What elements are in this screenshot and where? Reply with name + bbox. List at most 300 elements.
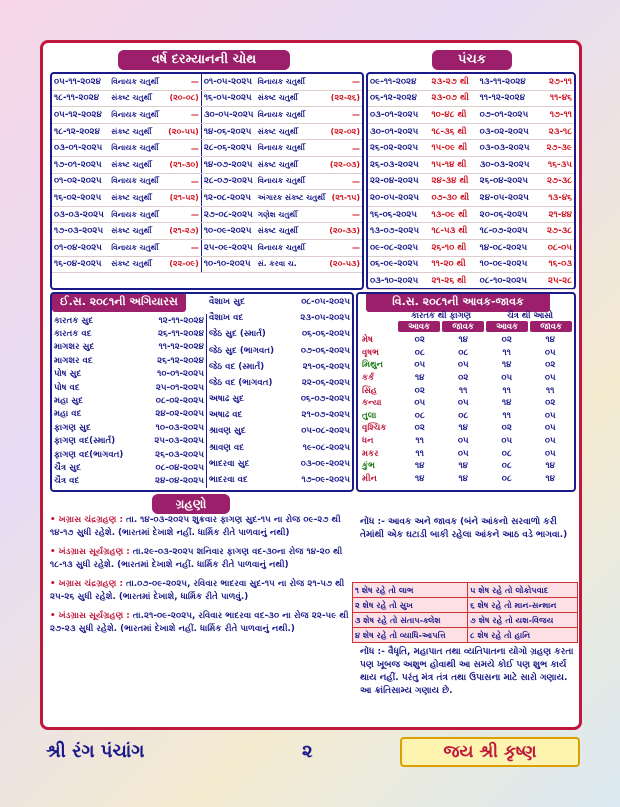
table-row (360, 359, 572, 372)
aavak-value: ૦૫ (544, 410, 556, 421)
panchak-start-date: ૦૬-૦૯-૨૦૨૫ (368, 256, 429, 273)
panchak-start-time: ૨૧-૨૬ થી (429, 273, 477, 290)
aavak-value: ૧૧ (502, 347, 511, 358)
table-row (202, 140, 362, 157)
table-row (353, 598, 578, 613)
chouth-date: ૨૭-૦૮-૨૦૨૫ (202, 206, 256, 223)
chouth-title: વર્ષ દરમ્યાનની ચોથ (118, 50, 290, 70)
chouth-name: સંકષ્ટ ચતુર્થી (109, 123, 164, 140)
chouth-date: ૧૭-૦૧-૨૦૨૫ (52, 156, 109, 173)
aavak-value: ૦૫ (544, 448, 556, 459)
panchak-end-time: ૨૩-૧૮ (540, 123, 574, 140)
col-in-2: આવક (486, 321, 528, 332)
panchak-start-time: ૧૮-૩૬ થી (429, 123, 477, 140)
table-row (52, 140, 201, 157)
chouth-date: ૩૦-૦૫-૨૦૨૫ (202, 107, 256, 124)
ekadashi-date: ૧૦-૦૩-૨૦૨૫ (155, 422, 204, 433)
aavak-value: ૧૪ (545, 335, 556, 346)
aavak-value: ૦૫ (457, 436, 469, 447)
table-row (207, 407, 352, 423)
table-row (52, 256, 201, 273)
aavak-value: ૦૨ (414, 423, 425, 434)
grahan-text: તા.૨૯-૦૩-૨૦૨૫ શનિવાર ફાગણ વદ-૩૦ના રોજ ૧૪-૨૦ થી ૧૮-૧૩ સુધી રહેશે. (ભારતમાં દેખાશે નહીં. ધાર્મિક રીતે પાળવાનું નથી) (50, 547, 343, 570)
table-row (202, 90, 362, 107)
table-row (202, 223, 362, 240)
table-row (360, 460, 572, 473)
ekadashi-right-col (207, 294, 352, 488)
ekadashi-name: મહા સુદ (54, 396, 84, 407)
chouth-time: (૨૨-૦૩) (327, 156, 362, 173)
ekadashi-date: ૦૮-૦૨-૨૦૨૫ (155, 396, 204, 407)
table-row (360, 334, 572, 347)
chouth-time: (૨૧-૨૭) (164, 223, 201, 240)
ekadashi-name: કારતક સુદ (54, 315, 94, 326)
rashi-name: કન્યા (362, 398, 382, 409)
aavak-value: ૦૨ (545, 360, 556, 371)
ekadashi-name: જેઠ વદ (સ્માર્ત) (208, 361, 265, 372)
aavak-value: ૧૧ (415, 436, 424, 447)
chouth-time: — (327, 107, 362, 124)
chouth-name: વિનાયક ચતુર્થી (256, 239, 328, 256)
aavak-value: ૧૪ (545, 473, 556, 484)
aavak-value: ૦૨ (414, 385, 425, 396)
footer-greeting: જય શ્રી કૃષ્ણ (400, 737, 580, 767)
aavak-value: ૦૮ (458, 347, 469, 358)
table-row (368, 173, 574, 190)
table-row (52, 206, 201, 223)
ekadashi-date: ૦૬-૦૬-૨૦૨૫ (301, 329, 350, 340)
chouth-date: ૧૬-૦૨-૨૦૨૫ (52, 190, 109, 207)
rashi-name: વૃષભ (362, 347, 380, 358)
table-row (52, 107, 201, 124)
chouth-name: વિનાયક ચતુર્થી (256, 140, 328, 157)
chouth-date: ૧૦-૦૯-૨૦૨૫ (202, 223, 256, 240)
ekadashi-date: ૦૫-૦૮-૨૦૨૫ (301, 426, 350, 437)
table-row (52, 156, 201, 173)
table-row (368, 74, 574, 90)
grahan-item (50, 610, 354, 636)
ekadashi-name: જેઠ સુદ (સ્માર્ત) (208, 329, 266, 340)
chouth-date: ૦૧-૦૨-૨૦૨૫ (52, 173, 109, 190)
chouth-time: (૨૦-૫૫) (164, 123, 201, 140)
panchak-start-date: ૧૬-૦૬-૨૦૨૫ (368, 206, 429, 223)
rashi-name: મીન (362, 473, 377, 484)
ekadashi-date: ૦૩-૦૯-૨૦૨૫ (300, 458, 350, 469)
chouth-time: — (327, 173, 362, 190)
ekadashi-date: ૨૬-૦૩-૨૦૨૫ (155, 449, 204, 460)
ekadashi-name: શ્રાવણ સુદ (208, 426, 246, 437)
panchak-start-time: ૧૫-૦૯ થી (429, 140, 477, 157)
table-row (52, 408, 206, 421)
table-row (52, 354, 206, 367)
ekadashi-date: ૧૧-૧૨-૨૦૨૪ (158, 342, 204, 353)
table-row (202, 156, 362, 173)
table-row (52, 435, 206, 448)
table-row (360, 410, 572, 423)
table-row (360, 447, 572, 460)
table-row (52, 475, 206, 488)
table-row (207, 440, 352, 456)
ekadashi-name: ફાગણ સુદ (54, 422, 91, 433)
aavak-value: ૧૪ (414, 461, 425, 472)
panchak-end-date: ૨૪-૦૫-૨૦૨૫ (478, 190, 540, 207)
table-row (368, 140, 574, 157)
aavak-value: ૦૨ (545, 398, 556, 409)
table-row (368, 273, 574, 290)
chouth-name: વિનાયક ચતુર્થી (109, 173, 164, 190)
ekadashi-date: ૧૦-૦૧-૨૦૨૫ (157, 369, 204, 380)
panchak-end-time: ૧૭-૧૧ (540, 107, 574, 124)
chouth-right-col (202, 74, 362, 273)
period1-label: કારતક થી ફાગણ (411, 310, 471, 320)
ekadashi-date: ૨૪-૦૪-૨૦૨૫ (155, 476, 204, 487)
ekadashi-title: ઈ.સ. ૨૦૮૧ની અગિયારસ (52, 292, 186, 312)
aavak-value: ૦૫ (414, 398, 426, 409)
page-number: ૨ (302, 741, 313, 762)
chouth-time: (૨૦-૦૮) (164, 90, 201, 107)
aavak-value: ૧૧ (546, 385, 555, 396)
panchak-start-date: ૦૩-૧૦-૨૦૨૫ (368, 273, 429, 290)
grahan-label: • ખગ્રાસ ચંદ્રગ્રહણ : (50, 515, 123, 525)
aavak-value: ૦૫ (544, 436, 556, 447)
col-out-1: જાવક (442, 321, 484, 332)
aavak-value: ૦૫ (414, 360, 426, 371)
chouth-date: ૨૫-૦૯-૨૦૨૫ (202, 239, 256, 256)
table-row (52, 368, 206, 381)
table-row (360, 473, 572, 486)
table-row (368, 123, 574, 140)
aavak-value: ૧૧ (502, 410, 511, 421)
shesh-rule: ૧ શેષ રહે તો લાભ (353, 583, 468, 598)
ekadashi-table (50, 292, 354, 492)
panchak-end-date: ૧૪-૦૮-૨૦૨૫ (478, 239, 540, 256)
chouth-time: — (164, 206, 201, 223)
panchak-end-date: ૨૬-૦૪-૨૦૨૫ (478, 173, 540, 190)
grahan-list (50, 514, 354, 642)
chouth-date: ૨૮-૦૭-૨૦૨૫ (202, 173, 256, 190)
table-row (368, 239, 574, 256)
panchak-start-date: ૨૦-૦૫-૨૦૨૫ (368, 190, 429, 207)
aavak-value: ૦૮ (414, 347, 425, 358)
table-row (52, 421, 206, 434)
chouth-time: (૨૦-૩૩) (327, 223, 362, 240)
aavak-value: ૦૨ (414, 335, 425, 346)
aavak-value: ૧૪ (414, 373, 425, 384)
col-in-1: આવક (398, 321, 440, 332)
vaidhruti-note: નોંધ :- વૈધૃતિ, મહાપાત તથા વ્યતિપાતના યોગો ગ્રહણ કરતા પણ ખૂબજ અશુભ હોવાથી આ સમયે કોઈ પણ શુભ કાર્ય થાય નહીં. પરંતુ મંત્ર તંત્ર તથા ઉપાસના માટે સારો ગણાય. આ ક્રાંતિસામ્ય ગણાય છે. (360, 647, 574, 696)
aavak-value: ૧૧ (415, 448, 424, 459)
panchak-end-date: ૨૦-૦૬-૨૦૨૫ (478, 206, 540, 223)
ekadashi-date: ૦૮-૦૪-૨૦૨૫ (155, 462, 204, 473)
grahan-item (50, 578, 354, 604)
panchak-end-date: ૦૩-૦૩-૨૦૨૫ (478, 140, 540, 157)
chouth-time: — (327, 239, 362, 256)
ekadashi-name: ચૈત્ર સુદ (54, 462, 81, 473)
chouth-time: — (327, 140, 362, 157)
ekadashi-date: ૨૬-૧૨-૨૦૨૪ (157, 355, 204, 366)
table-row (207, 423, 352, 439)
chouth-name: વિનાયક ચતુર્થી (109, 107, 164, 124)
table-row (52, 74, 201, 90)
chouth-date: ૦૫-૧૨-૨૦૨૪ (52, 107, 109, 124)
aavak-value: ૧૪ (458, 473, 469, 484)
ekadashi-date: ૦૭-૦૬-૨૦૨૫ (300, 345, 350, 356)
panchak-start-time: ૧૧-૨૦ થી (429, 256, 477, 273)
panchak-start-date: ૧૩-૦૭-૨૦૨૫ (368, 223, 429, 240)
panchak-end-time: ૦૮-૦૫ (540, 239, 574, 256)
rashi-name: કર્ક (362, 373, 375, 384)
panchak-start-time: ૨૬-૧૦ થી (429, 239, 477, 256)
ekadashi-date: ૧૯-૦૮-૨૦૨૫ (302, 442, 350, 453)
panchak-start-time: ૧૦-૪૮ થી (429, 107, 477, 124)
ekadashi-date: ૨૨-૦૬-૨૦૨૫ (301, 377, 350, 388)
ekadashi-date: ૦૬-૦૭-૨૦૨૫ (300, 394, 350, 405)
table-row (360, 435, 572, 448)
ekadashi-name: ફાગણ વદ(સ્માર્ત) (54, 436, 116, 447)
ekadashi-name: વૈશાખ વદ (208, 313, 244, 324)
table-row (52, 448, 206, 461)
table-row (207, 343, 352, 359)
panchak-end-time: ૨૭-૩૮ (540, 223, 574, 240)
chouth-date: ૧૦-૧૦-૨૦૨૫ (202, 256, 256, 273)
aavak-value: ૦૨ (501, 423, 512, 434)
period2-label: ચૈત્ર થી આસો (506, 310, 554, 320)
table-row (207, 375, 352, 391)
aavak-value: ૦૮ (414, 410, 425, 421)
grahan-text: તા. ૧૪-૦૩-૨૦૨૫ શુક્રવાર ફાગણ સુદ-૧૫ ના રોજ ૦૯-૨૭ થી ૧૪-૧૭ સુધી રહેશે. (ભારતમાં દેખાશે નહીં. ધાર્મિક રીતે પાળવાનું નથી) (50, 515, 341, 538)
ekadashi-date: ૧૨-૧૧-૨૦૨૪ (158, 315, 204, 326)
panchak-end-date: ૩૦-૦૩-૨૦૨૫ (478, 156, 540, 173)
shesh-rule: ૪ શેષ રહે તો વ્યાધિ-આપત્તિ (353, 628, 468, 643)
panchak-end-date: ૦૩-૦૨-૨૦૨૫ (478, 123, 540, 140)
aavak-value: ૦૫ (501, 436, 513, 447)
chouth-date: ૧૬-૦૪-૨૦૨૫ (52, 256, 109, 273)
ekadashi-name: મહા વદ (54, 409, 82, 420)
aavak-value: ૦૫ (457, 360, 469, 371)
table-row (52, 223, 201, 240)
footer-title: શ્રી રંગ પંચાંગ (46, 741, 145, 762)
shesh-rule: ૭ શેષ રહે તો યશ-વિજય (468, 613, 578, 628)
table-row (202, 123, 362, 140)
chouth-time: (૨૦-૫૩) (327, 256, 362, 273)
panchak-end-time: ૧૩-૪૬ (540, 190, 574, 207)
ekadashi-date: ૨૬-૧૧-૨૦૨૪ (157, 329, 204, 340)
table-row (52, 90, 201, 107)
chouth-name: સંકષ્ટ ચતુર્થી (109, 223, 164, 240)
table-row (207, 359, 352, 375)
ekadashi-date: ૨૧-૦૬-૨૦૨૫ (302, 361, 350, 372)
table-row (368, 90, 574, 107)
chouth-time: — (164, 107, 201, 124)
col-out-2: જાવક (530, 321, 572, 332)
ekadashi-name: વૈશાખ સુદ (208, 297, 245, 308)
table-row (202, 206, 362, 223)
grahan-item (50, 546, 354, 572)
table-row (353, 583, 578, 598)
aavak-value: ૧૧ (459, 385, 468, 396)
panchak-table (366, 72, 576, 290)
aavak-title: વિ.સ. ૨૦૮૧ની આવક-જાવક (366, 292, 550, 312)
aavak-value: ૦૮ (501, 448, 512, 459)
panchak-start-time: ૧૮-૫૩ થી (429, 223, 477, 240)
vaidhruti-note-box (360, 646, 574, 698)
footer (40, 735, 582, 775)
ekadashi-date: ૨૩-૦૫-૨૦૨૫ (300, 313, 350, 324)
table-row (52, 173, 201, 190)
panchak-end-date: ૦૮-૧૦-૨૦૨૫ (478, 273, 540, 290)
rashi-name: મેષ (362, 335, 373, 346)
table-row (202, 107, 362, 124)
chouth-name: વિનાયક ચતુર્થી (256, 107, 328, 124)
ekadashi-name: ફાગણ વદ(ભાગવત) (54, 449, 124, 460)
chouth-name: સંકષ્ટ ચતુર્થી (256, 223, 328, 240)
rashi-name: વૃશ્ચિક (362, 423, 387, 434)
rashi-name: કુંભ (362, 461, 375, 472)
aavak-value: ૦૮ (458, 410, 469, 421)
panchak-end-time: ૨૭-૩૯ (540, 140, 574, 157)
panchak-end-time: ૨૭-૩૮ (540, 173, 574, 190)
aavak-value: ૧૧ (502, 385, 511, 396)
chouth-date: ૦૧-૦૪-૨૦૨૫ (52, 239, 109, 256)
shesh-rule: ૫ શેષ રહે તો લોકોપવાદ (468, 583, 578, 598)
aavak-note: નોંધ :- આવક અને જાવક (બંને આંકનો સરવાળો કરી તેમાંથી એક ઘટાડી બાકી રહેલા આંકને આઠ વડે ભાગવા.) (360, 517, 568, 540)
table-row (368, 206, 574, 223)
table-row (360, 347, 572, 360)
table-row (202, 256, 362, 273)
chouth-date: ૦૩-૦૩-૨૦૨૫ (52, 206, 109, 223)
panchak-end-time: ૧૬-૦૩ (540, 256, 574, 273)
aavak-value: ૧૪ (501, 360, 512, 371)
aavak-value: ૧૪ (458, 461, 469, 472)
aavak-value: ૦૫ (457, 448, 469, 459)
chouth-time: (૨૨-૦૯) (164, 256, 201, 273)
grahan-label: • ખગ્રાસ ચંદ્રગ્રહણ : (50, 579, 123, 589)
rashi-name: મકર (362, 448, 379, 459)
chouth-time: (૨૨-૦૨) (327, 123, 362, 140)
table-row (207, 391, 352, 407)
table-row (353, 613, 578, 628)
table-row (207, 456, 352, 472)
ekadashi-name: માગશર સુદ (54, 342, 95, 353)
panchak-start-date: ૦૯-૦૮-૨૦૨૫ (368, 239, 429, 256)
table-row (52, 381, 206, 394)
rashi-name: મિથુન (362, 360, 384, 371)
grahan-label: • ખંડગ્રાસ સૂર્યગ્રહણ : (50, 547, 130, 557)
aavak-value: ૧૪ (458, 335, 469, 346)
chouth-name: વિનાયક ચતુર્થી (109, 74, 164, 90)
aavak-note-box (360, 516, 574, 542)
aavak-value: ૧૪ (458, 423, 469, 434)
aavak-value: ૦૨ (458, 373, 469, 384)
aavak-value: ૦૫ (544, 423, 556, 434)
panchak-start-date: ૨૬-૦૨-૨૦૨૫ (368, 140, 429, 157)
chouth-name: વિનાયક ચતુર્થી (256, 74, 328, 90)
aavak-value: ૦૫ (544, 347, 556, 358)
shesh-rules-table (352, 582, 578, 643)
chouth-name: વિનાયક ચતુર્થી (109, 206, 164, 223)
ekadashi-date: ૨૧-૦૭-૨૦૨૫ (301, 410, 350, 421)
table-row (360, 372, 572, 385)
table-row (368, 256, 574, 273)
panchak-start-date: ૦૩-૦૧-૨૦૨૫ (368, 107, 429, 124)
panchak-start-time: ૨૪-૩૪ થી (429, 173, 477, 190)
chouth-date: ૦૧-૦૫-૨૦૨૫ (202, 74, 256, 90)
chouth-name: અંગારક સંકષ્ટ ચતુર્થી (256, 190, 328, 207)
chouth-name: સંકષ્ટ ચતુર્થી (256, 156, 328, 173)
chouth-date: ૦૫-૧૧-૨૦૨૪ (52, 74, 109, 90)
ekadashi-name: અષાઢ વદ (208, 410, 243, 421)
aavak-value: ૦૮ (501, 473, 512, 484)
chouth-time: — (164, 239, 201, 256)
chouth-date: ૧૪-૦૬-૨૦૨૫ (202, 123, 256, 140)
chouth-date: ૧૮-૧૧-૨૦૨૪ (52, 90, 109, 107)
ekadashi-date: ૨૫-૦૩-૨૦૨૫ (154, 436, 204, 447)
panchak-start-time: ૨૩-૦૭ થી (429, 90, 477, 107)
aavak-value: ૧૪ (414, 473, 425, 484)
panchak-start-date: ૨૨-૦૪-૨૦૨૫ (368, 173, 429, 190)
aavak-table (356, 292, 576, 492)
table-row (202, 74, 362, 90)
chouth-date: ૧૪-૦૭-૨૦૨૫ (202, 156, 256, 173)
table-row (52, 123, 201, 140)
table-row (52, 239, 201, 256)
ekadashi-name: ચૈત્ર વદ (54, 476, 80, 487)
panchak-start-time: ૧૩-૦૯ થી (429, 206, 477, 223)
grahan-text: તા.૨૧-૦૯-૨૦૨૫, રવિવાર ભાદરવા વદ-૩૦ ના રોજ ૨૨-૫૯ થી ૨૭-૨૩ સુધી રહેશે. (ભારતમાં દેખાશે નહીં. ધાર્મિક રીતે પાળવાનું નથી.) (50, 611, 349, 634)
panchak-start-time: ૨૩-૨૭ થી (429, 74, 477, 90)
chouth-time: (૨૨-૨૬) (327, 90, 362, 107)
panchak-end-date: ૦૭-૦૧-૨૦૨૫ (478, 107, 540, 124)
table-row (52, 314, 206, 327)
chouth-name: સં. કરવા ચ. (256, 256, 328, 273)
panchak-end-time: ૨૧-૪૪ (540, 206, 574, 223)
ekadashi-name: પોષ વદ (54, 382, 80, 393)
aavak-value: ૦૫ (544, 373, 556, 384)
panchak-end-date: ૧૦-૦૯-૨૦૨૫ (478, 256, 540, 273)
table-row (207, 310, 352, 326)
chouth-name: સંકષ્ટ ચતુર્થી (256, 90, 328, 107)
chouth-name: વિનાયક ચતુર્થી (109, 239, 164, 256)
table-row (368, 107, 574, 124)
shesh-rule: ૨ શેષ રહે તો સુખ (353, 598, 468, 613)
table-row (353, 628, 578, 643)
chouth-name: સંકષ્ટ ચતુર્થી (109, 156, 164, 173)
chouth-name: સંકષ્ટ ચતુર્થી (109, 256, 164, 273)
chouth-name: સંકષ્ટ ચતુર્થી (256, 123, 328, 140)
ekadashi-name: ભાદરવા વદ (208, 474, 248, 485)
panchak-start-date: ૦૯-૧૧-૨૦૨૪ (368, 74, 429, 90)
chouth-time: (૨૧-૧૫) (327, 190, 362, 207)
panchak-start-time: ૧૫-૧૪ થી (429, 156, 477, 173)
ekadashi-name: માગશર વદ (54, 355, 93, 366)
chouth-date: ૨૮-૦૬-૨૦૨૫ (202, 140, 256, 157)
grahan-label: • ખંડગ્રાસ સૂર્યગ્રહણ : (50, 611, 130, 621)
table-row (360, 422, 572, 435)
panchak-title: પંચક (432, 50, 512, 70)
chouth-time: — (164, 74, 201, 90)
ekadashi-date: ૦૮-૦૫-૨૦૨૫ (301, 297, 350, 308)
ekadashi-name: અષાઢ સુદ (208, 394, 244, 405)
rashi-name: ધન (362, 436, 374, 447)
ekadashi-date: ૨૫-૦૧-૨૦૨૫ (155, 382, 204, 393)
chouth-name: વિનાયક ચતુર્થી (256, 173, 328, 190)
panchak-start-date: ૦૬-૧૨-૨૦૨૪ (368, 90, 429, 107)
ekadashi-name: જેઠ વદ (ભાગવત) (208, 377, 273, 388)
table-row (52, 394, 206, 407)
chouth-time: — (164, 173, 201, 190)
chouth-time: (૨૧-૫૨) (164, 190, 201, 207)
ekadashi-name: પોષ સુદ (54, 369, 82, 380)
